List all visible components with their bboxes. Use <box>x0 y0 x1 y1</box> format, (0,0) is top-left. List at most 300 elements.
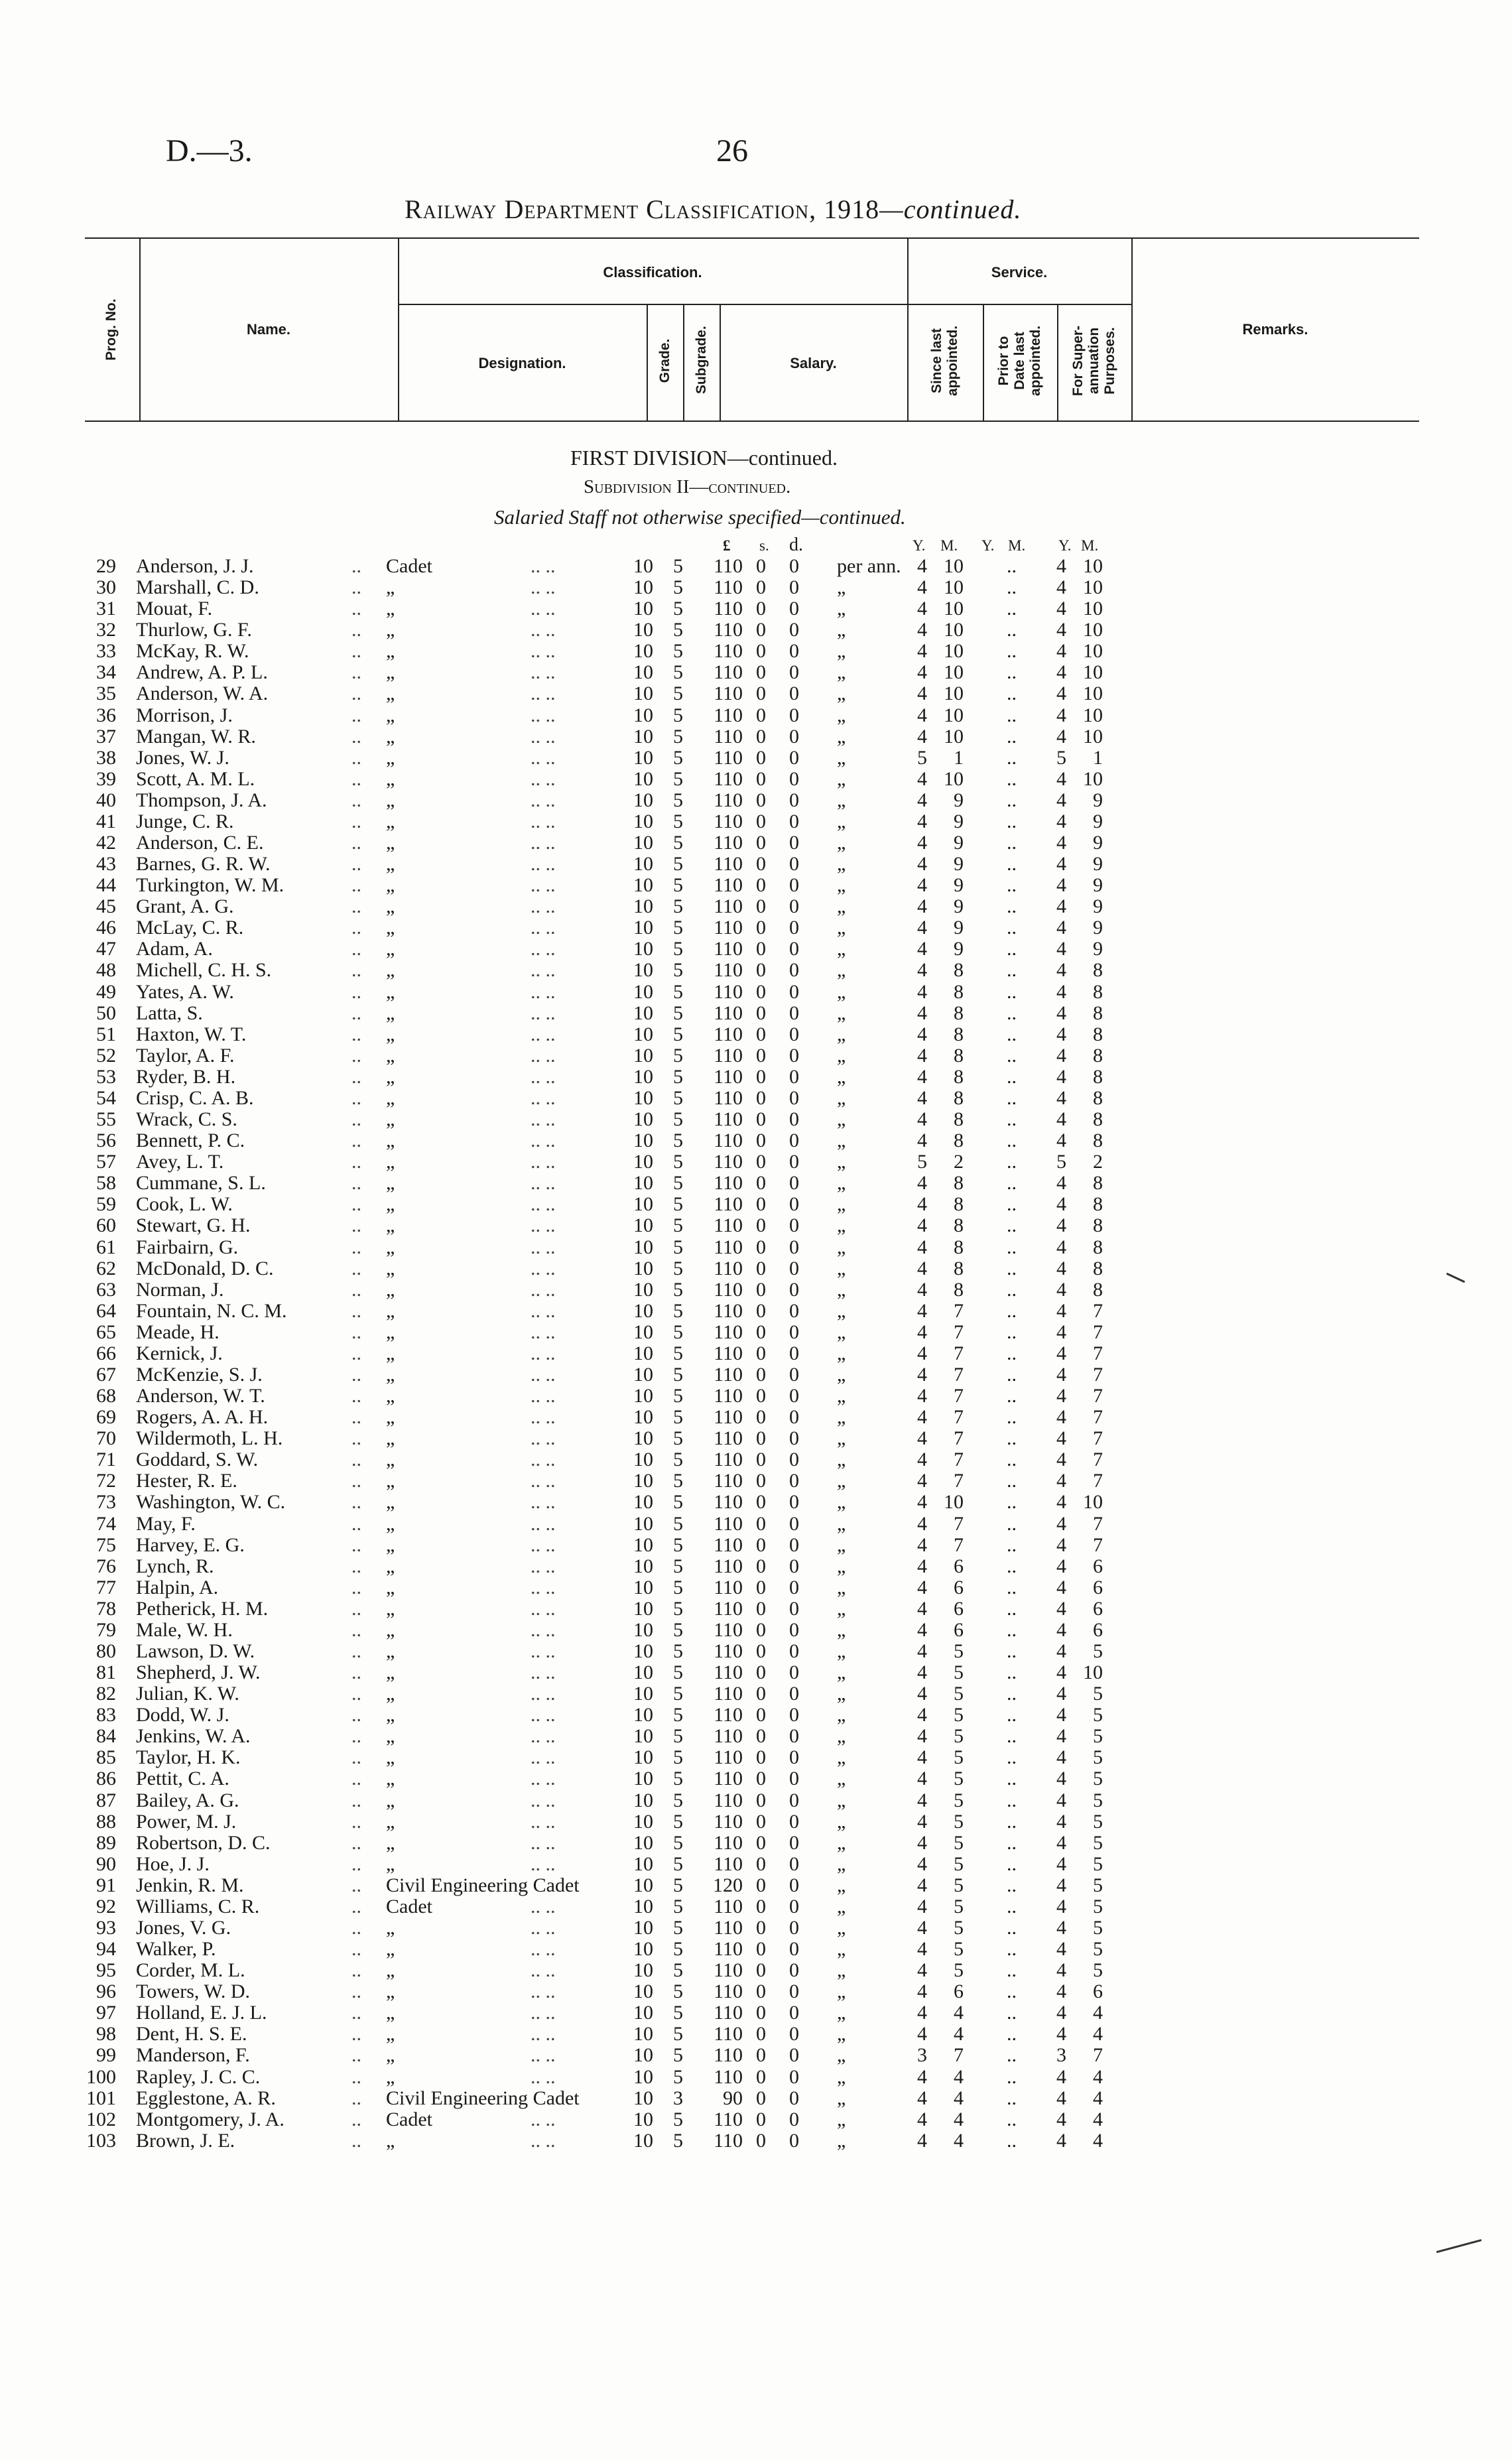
row-salary: 110 <box>714 1704 743 1726</box>
row-since-years: 4 <box>917 1342 927 1364</box>
row-designation: „ <box>386 1938 395 1961</box>
row-super-months: 10 <box>1083 640 1103 663</box>
row-subgrade: 5 <box>673 1789 683 1811</box>
row-subgrade: 5 <box>673 895 683 918</box>
row-number: 48 <box>96 959 116 982</box>
row-super-years: 4 <box>1056 1831 1066 1854</box>
row-since-years: 4 <box>917 1193 927 1216</box>
row-name: Rapley, J. C. C. <box>136 2065 261 2088</box>
row-pence: 0 <box>789 874 799 897</box>
row-number: 71 <box>96 1449 116 1471</box>
leader-dots: .. .. <box>531 1130 556 1152</box>
leader-dots: .. <box>351 1640 361 1662</box>
row-name: Cummane, S. L. <box>136 1172 266 1195</box>
row-prior: .. <box>1007 1470 1017 1492</box>
row-super-years: 4 <box>1056 555 1066 577</box>
row-super-years: 4 <box>1056 1086 1066 1109</box>
row-period: „ <box>837 704 846 726</box>
table-row <box>0 2024 1512 2045</box>
row-super-years: 4 <box>1056 1895 1066 1917</box>
row-since-months: 5 <box>954 1831 964 1854</box>
row-pence: 0 <box>789 1746 799 1769</box>
row-super-years: 4 <box>1056 1938 1066 1961</box>
leader-dots: .. <box>351 2087 361 2109</box>
row-salary: 110 <box>714 1491 743 1514</box>
row-shillings: 0 <box>756 767 766 790</box>
row-subgrade: 5 <box>673 1257 683 1279</box>
row-shillings: 0 <box>756 1768 766 1790</box>
row-super-months: 5 <box>1093 1704 1103 1726</box>
row-super-months: 10 <box>1083 555 1103 577</box>
row-salary: 110 <box>714 640 743 663</box>
row-salary: 110 <box>714 1852 743 1875</box>
row-super-months: 9 <box>1093 917 1103 939</box>
row-super-months: 10 <box>1083 1491 1103 1514</box>
row-super-months: 4 <box>1093 2023 1103 2045</box>
leader-dots: .. <box>351 2065 361 2088</box>
row-grade: 10 <box>633 1449 653 1471</box>
row-designation: „ <box>386 853 395 875</box>
table-row <box>0 1024 1512 1045</box>
row-subgrade: 5 <box>673 1831 683 1854</box>
row-period: „ <box>837 2002 846 2024</box>
row-since-years: 4 <box>917 1002 927 1024</box>
row-salary: 110 <box>714 789 743 811</box>
table-row <box>0 811 1512 832</box>
row-period: „ <box>837 1278 846 1301</box>
row-since-months: 8 <box>954 1065 964 1088</box>
leader-dots: .. <box>351 2002 361 2024</box>
row-since-months: 5 <box>954 1810 964 1833</box>
row-super-months: 7 <box>1093 2044 1103 2067</box>
row-pence: 0 <box>789 1938 799 1961</box>
row-period: „ <box>837 1321 846 1343</box>
row-period: „ <box>837 789 846 811</box>
leader-dots: .. .. <box>531 725 556 747</box>
row-super-years: 4 <box>1056 1172 1066 1195</box>
leader-dots: .. .. <box>531 2002 556 2024</box>
row-number: 61 <box>96 1236 116 1258</box>
leader-dots: .. .. <box>531 1257 556 1279</box>
row-period: „ <box>837 2065 846 2088</box>
table-row <box>0 747 1512 769</box>
row-period: „ <box>837 853 846 875</box>
leader-dots: .. .. <box>531 555 556 577</box>
leader-dots: .. <box>351 661 361 684</box>
row-name: Thompson, J. A. <box>136 789 267 811</box>
leader-dots: .. <box>351 1193 361 1216</box>
row-number: 47 <box>96 938 116 960</box>
row-salary: 110 <box>714 1512 743 1535</box>
row-subgrade: 5 <box>673 1959 683 1982</box>
row-name: Harvey, E. G. <box>136 1533 245 1556</box>
row-period: „ <box>837 767 846 790</box>
row-shillings: 0 <box>756 789 766 811</box>
leader-dots: .. <box>351 1810 361 1833</box>
leader-dots: .. <box>351 1831 361 1854</box>
row-salary: 110 <box>714 682 743 705</box>
row-super-months: 4 <box>1093 2065 1103 2088</box>
row-number: 59 <box>96 1193 116 1216</box>
row-salary: 110 <box>714 1108 743 1131</box>
row-pence: 0 <box>789 1257 799 1279</box>
row-super-years: 4 <box>1056 938 1066 960</box>
row-since-years: 4 <box>917 1257 927 1279</box>
unit-shillings: s. <box>759 537 769 554</box>
row-designation: „ <box>386 1342 395 1364</box>
row-shillings: 0 <box>756 1704 766 1726</box>
row-name: Stewart, G. H. <box>136 1214 251 1237</box>
row-number: 85 <box>96 1746 116 1769</box>
row-number: 55 <box>96 1108 116 1131</box>
leader-dots: .. <box>351 874 361 897</box>
row-pence: 0 <box>789 810 799 832</box>
row-subgrade: 5 <box>673 1512 683 1535</box>
row-grade: 10 <box>633 1108 653 1131</box>
leader-dots: .. <box>351 1597 361 1620</box>
row-super-months: 5 <box>1093 1725 1103 1748</box>
row-since-months: 9 <box>954 917 964 939</box>
row-designation: „ <box>386 1172 395 1195</box>
row-super-years: 4 <box>1056 1746 1066 1769</box>
header-divider <box>647 304 648 422</box>
row-shillings: 0 <box>756 810 766 832</box>
document-reference: D.—3. <box>166 133 253 168</box>
row-super-months: 9 <box>1093 810 1103 832</box>
row-subgrade: 5 <box>673 1406 683 1429</box>
row-name: Dent, H. S. E. <box>136 2023 247 2045</box>
row-period: „ <box>837 1044 846 1067</box>
header-mid-rule <box>398 304 1131 305</box>
row-grade: 10 <box>633 640 653 663</box>
row-salary: 110 <box>714 1597 743 1620</box>
row-period: „ <box>837 1086 846 1109</box>
row-salary: 110 <box>714 555 743 577</box>
leader-dots: .. .. <box>531 1576 556 1598</box>
row-designation: „ <box>386 704 395 726</box>
row-number: 98 <box>96 2023 116 2045</box>
row-designation: „ <box>386 1427 395 1450</box>
row-prior: .. <box>1007 1065 1017 1088</box>
row-prior: .. <box>1007 598 1017 620</box>
row-period: „ <box>837 1725 846 1748</box>
row-number: 92 <box>96 1895 116 1917</box>
row-grade: 10 <box>633 1555 653 1577</box>
row-grade: 10 <box>633 2023 653 2045</box>
table-row <box>0 1322 1512 1343</box>
row-subgrade: 5 <box>673 1768 683 1790</box>
row-shillings: 0 <box>756 938 766 960</box>
leader-dots: .. <box>351 917 361 939</box>
leader-dots: .. <box>351 767 361 790</box>
table-row <box>0 982 1512 1003</box>
row-period: „ <box>837 895 846 918</box>
row-pence: 0 <box>789 2065 799 2088</box>
row-grade: 10 <box>633 1214 653 1237</box>
table-row <box>0 1620 1512 1641</box>
row-period: „ <box>837 1299 846 1322</box>
row-prior: .. <box>1007 704 1017 726</box>
row-since-months: 6 <box>954 1597 964 1620</box>
leader-dots: .. <box>351 1023 361 1045</box>
table-row <box>0 1662 1512 1683</box>
table-row <box>0 2130 1512 2152</box>
leader-dots: .. .. <box>531 1321 556 1343</box>
leader-dots: .. .. <box>531 1491 556 1514</box>
row-shillings: 0 <box>756 704 766 726</box>
row-grade: 10 <box>633 1618 653 1641</box>
leader-dots: .. <box>351 959 361 982</box>
header-prog-no: Prog. No. <box>103 298 119 361</box>
row-number: 79 <box>96 1618 116 1641</box>
row-subgrade: 5 <box>673 832 683 854</box>
row-grade: 10 <box>633 1576 653 1598</box>
row-number: 76 <box>96 1555 116 1577</box>
row-super-years: 4 <box>1056 1789 1066 1811</box>
row-salary: 110 <box>714 1831 743 1854</box>
leader-dots: .. .. <box>531 1214 556 1237</box>
table-row <box>0 1683 1512 1705</box>
row-name: Jenkin, R. M. <box>136 1874 244 1896</box>
row-super-years: 4 <box>1056 2108 1066 2130</box>
row-grade: 10 <box>633 810 653 832</box>
row-super-years: 4 <box>1056 1852 1066 1875</box>
table-row <box>0 1343 1512 1364</box>
unit-prior-months: M. <box>1008 537 1026 554</box>
row-super-years: 4 <box>1056 1959 1066 1982</box>
row-super-years: 4 <box>1056 1491 1066 1514</box>
row-pence: 0 <box>789 1299 799 1322</box>
row-period: „ <box>837 619 846 641</box>
row-number: 52 <box>96 1044 116 1067</box>
row-pence: 0 <box>789 1363 799 1386</box>
leader-dots: .. <box>351 725 361 747</box>
leader-dots: .. <box>351 810 361 832</box>
row-number: 88 <box>96 1810 116 1833</box>
row-pence: 0 <box>789 1618 799 1641</box>
row-prior: .. <box>1007 1768 1017 1790</box>
row-subgrade: 5 <box>673 1895 683 1917</box>
row-subgrade: 5 <box>673 1533 683 1556</box>
row-since-years: 4 <box>917 2023 927 2045</box>
table-row <box>0 1428 1512 1449</box>
row-super-months: 5 <box>1093 1746 1103 1769</box>
table-row <box>0 1917 1512 1939</box>
row-prior: .. <box>1007 938 1017 960</box>
row-super-years: 4 <box>1056 1236 1066 1258</box>
row-since-years: 4 <box>917 1533 927 1556</box>
row-salary: 110 <box>714 1746 743 1769</box>
row-shillings: 0 <box>756 1023 766 1045</box>
row-designation: Cadet <box>386 1895 432 1917</box>
row-designation: „ <box>386 2002 395 2024</box>
row-super-months: 9 <box>1093 895 1103 918</box>
row-period: „ <box>837 1704 846 1726</box>
row-since-years: 4 <box>917 1874 927 1896</box>
row-prior: .. <box>1007 1597 1017 1620</box>
row-period: „ <box>837 682 846 705</box>
table-row <box>0 1875 1512 1896</box>
leader-dots: .. <box>351 1789 361 1811</box>
table-row <box>0 1833 1512 1854</box>
row-grade: 10 <box>633 725 653 747</box>
leader-dots: .. <box>351 1938 361 1961</box>
row-prior: .. <box>1007 2002 1017 2024</box>
row-prior: .. <box>1007 874 1017 897</box>
unit-prior-years: Y. <box>981 537 995 554</box>
row-designation: „ <box>386 1704 395 1726</box>
row-prior: .. <box>1007 1980 1017 2003</box>
row-since-years: 4 <box>917 959 927 982</box>
row-super-years: 4 <box>1056 1363 1066 1386</box>
row-salary: 110 <box>714 1427 743 1450</box>
row-prior: .. <box>1007 1321 1017 1343</box>
row-since-years: 4 <box>917 1725 927 1748</box>
row-salary: 110 <box>714 874 743 897</box>
row-super-years: 4 <box>1056 1002 1066 1024</box>
row-salary: 110 <box>714 661 743 684</box>
row-prior: .. <box>1007 917 1017 939</box>
table-row <box>0 1364 1512 1386</box>
row-super-years: 4 <box>1056 980 1066 1003</box>
row-pence: 0 <box>789 1172 799 1195</box>
row-designation: „ <box>386 1597 395 1620</box>
row-period: „ <box>837 576 846 599</box>
row-pence: 0 <box>789 2129 799 2152</box>
row-prior: .. <box>1007 767 1017 790</box>
table-row <box>0 1386 1512 1407</box>
row-shillings: 0 <box>756 1193 766 1216</box>
row-period: „ <box>837 1491 846 1514</box>
table-row <box>0 683 1512 704</box>
row-name: Rogers, A. A. H. <box>136 1406 269 1429</box>
row-since-months: 7 <box>954 1321 964 1343</box>
row-super-years: 4 <box>1056 1385 1066 1407</box>
row-since-years: 4 <box>917 789 927 811</box>
row-number: 97 <box>96 2002 116 2024</box>
row-name: McDonald, D. C. <box>136 1257 274 1279</box>
row-pence: 0 <box>789 1236 799 1258</box>
row-shillings: 0 <box>756 1449 766 1471</box>
row-number: 56 <box>96 1130 116 1152</box>
leader-dots: .. <box>351 1172 361 1195</box>
row-prior: .. <box>1007 682 1017 705</box>
leader-dots: .. .. <box>531 1406 556 1429</box>
table-row <box>0 2088 1512 2109</box>
row-subgrade: 5 <box>673 2023 683 2045</box>
header-designation: Designation. <box>478 355 566 371</box>
row-shillings: 0 <box>756 640 766 663</box>
row-name: Halpin, A. <box>136 1576 219 1598</box>
row-period: „ <box>837 1895 846 1917</box>
leader-dots: .. .. <box>531 640 556 663</box>
row-shillings: 0 <box>756 1746 766 1769</box>
row-prior: .. <box>1007 2065 1017 2088</box>
leader-dots: .. <box>351 789 361 811</box>
row-super-years: 4 <box>1056 1555 1066 1577</box>
row-shillings: 0 <box>756 1427 766 1450</box>
row-salary: 110 <box>714 704 743 726</box>
row-subgrade: 5 <box>673 1597 683 1620</box>
row-super-years: 4 <box>1056 1470 1066 1492</box>
row-salary: 110 <box>714 1938 743 1961</box>
row-since-months: 7 <box>954 1342 964 1364</box>
row-prior: .. <box>1007 789 1017 811</box>
row-designation: „ <box>386 1449 395 1471</box>
leader-dots: .. <box>351 1342 361 1364</box>
row-grade: 10 <box>633 746 653 769</box>
row-since-months: 4 <box>954 2087 964 2109</box>
row-since-months: 5 <box>954 1661 964 1684</box>
row-salary: 110 <box>714 725 743 747</box>
row-pence: 0 <box>789 1831 799 1854</box>
row-designation: „ <box>386 2065 395 2088</box>
leader-dots: .. <box>351 1236 361 1258</box>
row-name: Lynch, R. <box>136 1555 214 1577</box>
row-subgrade: 5 <box>673 1618 683 1641</box>
leader-dots: .. <box>351 1852 361 1875</box>
leader-dots: .. <box>351 1470 361 1492</box>
row-shillings: 0 <box>756 2023 766 2045</box>
row-super-months: 7 <box>1093 1512 1103 1535</box>
row-period: „ <box>837 1236 846 1258</box>
row-name: Latta, S. <box>136 1002 203 1024</box>
row-name: Crisp, C. A. B. <box>136 1086 254 1109</box>
row-subgrade: 5 <box>673 938 683 960</box>
row-period: „ <box>837 1342 846 1364</box>
row-salary: 120 <box>713 1874 743 1896</box>
row-number: 53 <box>96 1065 116 1088</box>
row-pence: 0 <box>789 832 799 854</box>
row-prior: .. <box>1007 661 1017 684</box>
row-grade: 10 <box>633 959 653 982</box>
row-name: Taylor, H. K. <box>136 1746 241 1769</box>
row-number: 75 <box>96 1533 116 1556</box>
row-since-years: 4 <box>917 1618 927 1641</box>
leader-dots: .. <box>351 1683 361 1705</box>
row-subgrade: 5 <box>673 1874 683 1896</box>
leader-dots: .. <box>351 1725 361 1748</box>
row-salary: 110 <box>714 1406 743 1429</box>
row-grade: 10 <box>633 874 653 897</box>
table-row <box>0 556 1512 577</box>
row-shillings: 0 <box>756 2044 766 2067</box>
row-number: 103 <box>86 2129 116 2152</box>
row-number: 100 <box>86 2065 116 2088</box>
row-super-years: 4 <box>1056 1299 1066 1322</box>
row-super-months: 1 <box>1093 746 1103 769</box>
row-since-months: 6 <box>954 1555 964 1577</box>
row-period: „ <box>837 1533 846 1556</box>
row-prior: .. <box>1007 619 1017 641</box>
row-period: „ <box>837 1661 846 1684</box>
row-subgrade: 5 <box>673 1385 683 1407</box>
row-prior: .. <box>1007 1299 1017 1322</box>
row-period: „ <box>837 1151 846 1173</box>
row-designation: „ <box>386 1725 395 1748</box>
row-designation: „ <box>386 1363 395 1386</box>
row-number: 29 <box>96 555 116 577</box>
leader-dots: .. .. <box>531 1789 556 1811</box>
row-since-months: 5 <box>954 1938 964 1961</box>
row-pence: 0 <box>789 704 799 726</box>
row-super-years: 4 <box>1056 1449 1066 1471</box>
row-super-years: 4 <box>1056 598 1066 620</box>
table-row <box>0 1726 1512 1747</box>
row-since-years: 4 <box>917 1363 927 1386</box>
row-salary: 110 <box>714 2044 743 2067</box>
row-super-years: 4 <box>1056 1108 1066 1131</box>
